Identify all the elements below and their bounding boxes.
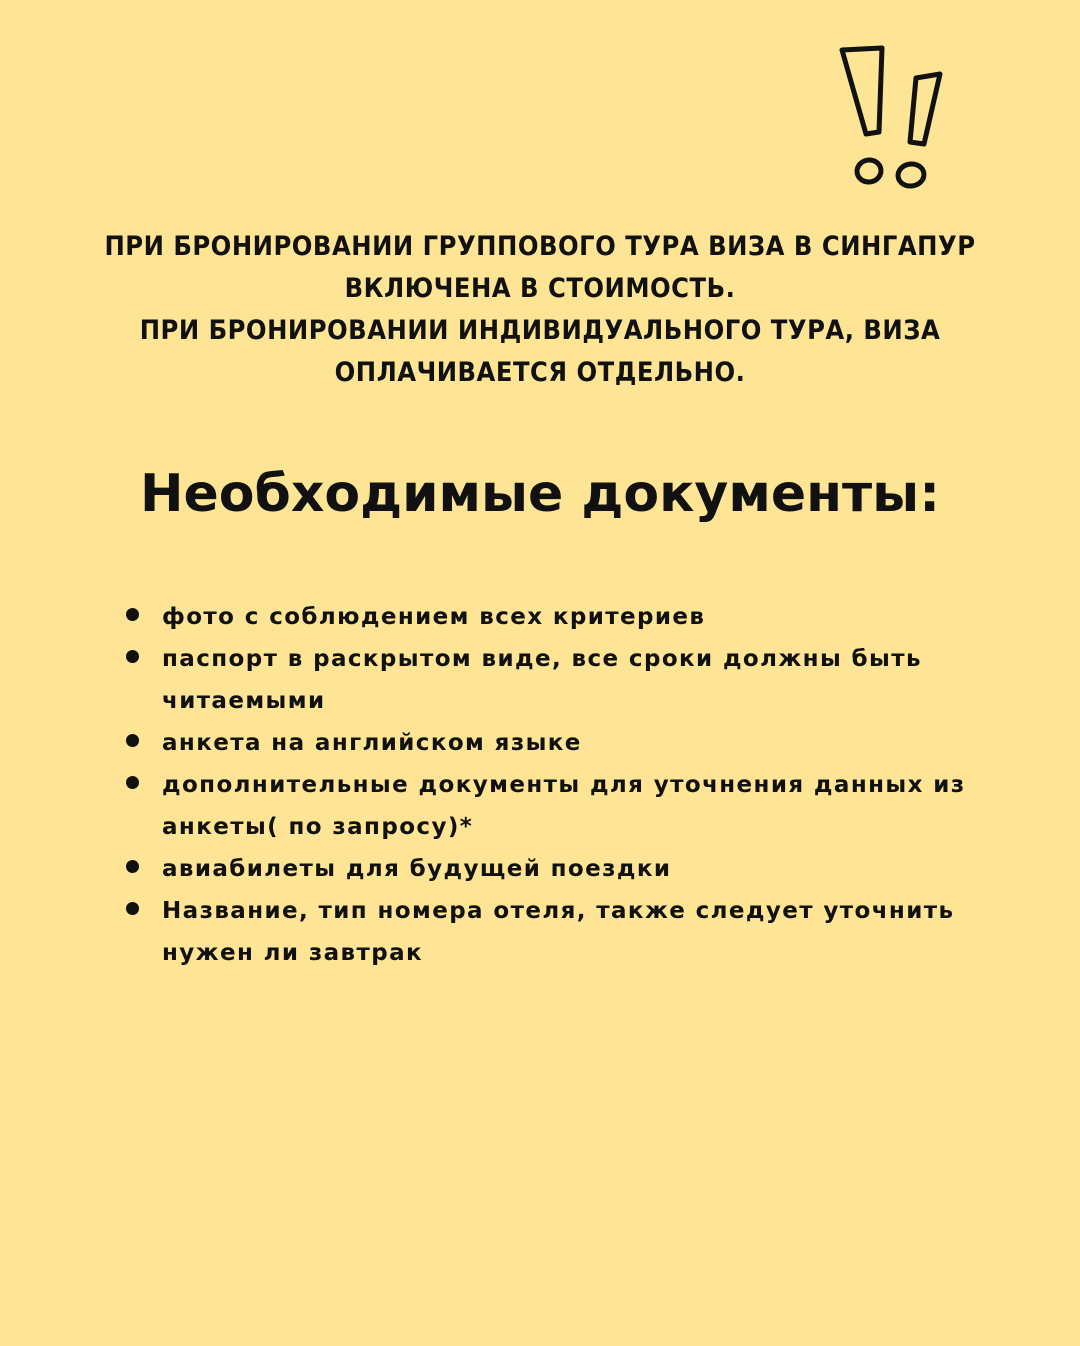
page-title: Необходимые документы:: [140, 464, 940, 524]
double-exclamation-icon: [832, 40, 952, 200]
list-item: [120, 764, 1020, 848]
bullet-icon: [126, 734, 139, 747]
list-item-text: паспорт в раскрытом виде, все сроки должны быть читаемыми: [162, 646, 922, 714]
bullet-icon: [126, 860, 139, 873]
notice-line-individual-tour: ПРИ БРОНИРОВАНИИ ИНДИВИДУАЛЬНОГО ТУРА, ВИЗА ОПЛАЧИВАЕТСЯ ОТДЕЛЬНО.: [139, 315, 941, 388]
bullet-icon: [126, 608, 139, 621]
list-item: [120, 638, 1020, 722]
list-item: [120, 722, 1020, 764]
bullet-icon: [126, 776, 139, 789]
bullet-icon: [126, 902, 139, 915]
list-item-text: дополнительные документы для уточнения данных из анкеты( по запросу)*: [162, 772, 966, 840]
list-item-text: Название, тип номера отеля, также следует уточнить нужен ли завтрак: [162, 898, 955, 966]
list-item-text: анкета на английском языке: [162, 730, 582, 756]
list-item-text: фото с соблюдением всех критериев: [162, 604, 706, 630]
list-item: [120, 890, 1020, 974]
list-item-text: авиабилеты для будущей поездки: [162, 856, 672, 882]
list-item: [120, 848, 1020, 890]
visa-notice: [60, 226, 1020, 394]
list-item: [120, 596, 1020, 638]
bullet-icon: [126, 650, 139, 663]
notice-line-group-tour: ПРИ БРОНИРОВАНИИ ГРУППОВОГО ТУРА ВИЗА В СИНГАПУР ВКЛЮЧЕНА В СТОИМОСТЬ.: [104, 231, 976, 304]
documents-list: [120, 596, 1020, 974]
